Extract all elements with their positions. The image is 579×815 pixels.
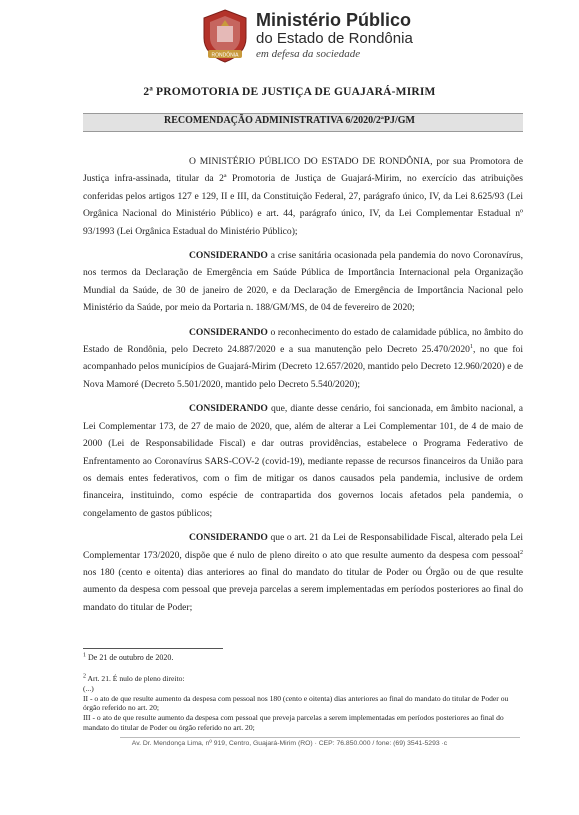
footnote-ref[interactable]: 1 — [469, 343, 473, 350]
footer-divider — [120, 737, 520, 738]
brand-name: Ministério Público — [256, 10, 412, 30]
footnote-2 — [83, 674, 523, 733]
logo-text: RONDÔNIA — [211, 52, 239, 59]
document-title: RECOMENDAÇÃO ADMINISTRATIVA 6/2020/2ªPJ/GM — [164, 115, 415, 126]
footnote-line: III - o ato de que resulte aumento da despesa com pessoal que preveja parcelas a serem implementadas em períodos posteriores ao final do mandato do titular de Poder ou órgão referido no art. 20; — [83, 713, 504, 732]
brand-tagline: em defesa da sociedade — [256, 48, 361, 60]
footnote-line: II - o ato de que resulte aumento da despesa com pessoal nos 180 (cento e oitenta) dias anteriores ao final do mandato do titular de Poder ou órgão referido no art. 20; — [83, 693, 509, 713]
office-title: 2ª PROMOTORIA DE JUSTIÇA DE GUAJARÁ-MIRIM — [143, 86, 436, 98]
brand-subtitle: do Estado de Rondônia — [256, 30, 413, 47]
footnote-ref[interactable]: 2 — [520, 549, 523, 556]
footnote-line: $^2$ Art. 21. É nulo de pleno direito: — [83, 673, 185, 683]
paragraph: O MINISTÉRIO PÚBLICO DO ESTADO DE RONDÔNIA, por sua Promotora de Justiça infra-assinada, titular da 2ª Promotoria de Justiça de Guajará-Mirim, no exercício das atribuições conferidas pelos artigos 127 e 129, II e III, da Constituição Federal, 27, parágrafo único, IV, da Lei 8.625/93 (Lei Orgânica Nacional do Ministério Público) e art. 44, parágrafo único, IV, da Lei Complementar Estadual nº 93/1993 (Lei Orgânica Estadual do Ministério Público); — [83, 156, 523, 237]
coat-of-arms-icon — [200, 8, 250, 64]
brand — [256, 10, 413, 61]
footnote-line: (...) — [83, 683, 94, 693]
document-body — [83, 153, 523, 623]
footer-address: Av. Dr. Mendonça Lima, nº 919, Centro, Guajará-Mirim (RO) · CEP: 76.850.000 / fone: (69) 3541-5293 ·c — [131, 740, 448, 747]
footnote-divider — [83, 648, 223, 649]
paragraph: CONSIDERANDO a crise sanitária ocasionada pela pandemia do novo Coronavírus, nos termos da Declaração de Emergência em Saúde Pública de Importância Internacional pela Organização Mundial da Saúde, de 30 de janeiro de 2020, e da Declaração de Emergência de Importância Nacional pelo Ministério da Saúde, por meio da Portaria n. 188/GM/MS, de 04 de fevereiro de 2020; — [83, 250, 523, 314]
footnote-1: $^1$ De 21 de outubro de 2020. — [83, 652, 174, 662]
paragraph: CONSIDERANDO o reconhecimento do estado de calamidade pública, no âmbito do Estado de Rondônia, pelo Decreto 24.887/2020 e a sua manutenção pelo Decreto 25.470/2020$^1$, no que foi acompanhado pelos municípios de Guajará-Mirim (Decreto 12.657/2020, mantido pelo Decreto 12.960/2020) e de Nova Mamoré (Decreto 5.501/2020, mantido pelo Decreto 5.540/2020); — [83, 326, 523, 390]
paragraph: CONSIDERANDO que, diante desse cenário, foi sancionada, em âmbito nacional, a Lei Complementar 173, de 27 de maio de 2020, que, além de alterar a Lei Complementar 101, de 4 de maio de 2000 (Lei de Responsabilidade Fiscal) e dar outras providências, estabelece o Programa Federativo de Enfrentamento ao Coronavírus SARS-COV-2 (covid-19), mediante repasse de recursos financeiros da União para os demais entes federativos, com o fim de mitigar os danos causados pela pandemia, inclusive de ordem financeira, instituindo, como espécie de contrapartida dos governos locais afetados pela pandemia, o congelamento de gastos públicos; — [83, 403, 523, 519]
paragraph: CONSIDERANDO que o art. 21 da Lei de Responsabilidade Fiscal, alterado pela Lei Complementar 173/2020, dispõe que é nulo de pleno direito o ato que resulte aumento da despesa com pessoal$^2$ nos 180 (cento e oitenta) dias anteriores ao final do mandato do titular de Poder ou Órgão ou de que resulte aumento da despesa com pessoal que preveja parcelas a serem implementadas em períodos posteriores ao final do mandato do titular de Poder; — [83, 532, 523, 613]
